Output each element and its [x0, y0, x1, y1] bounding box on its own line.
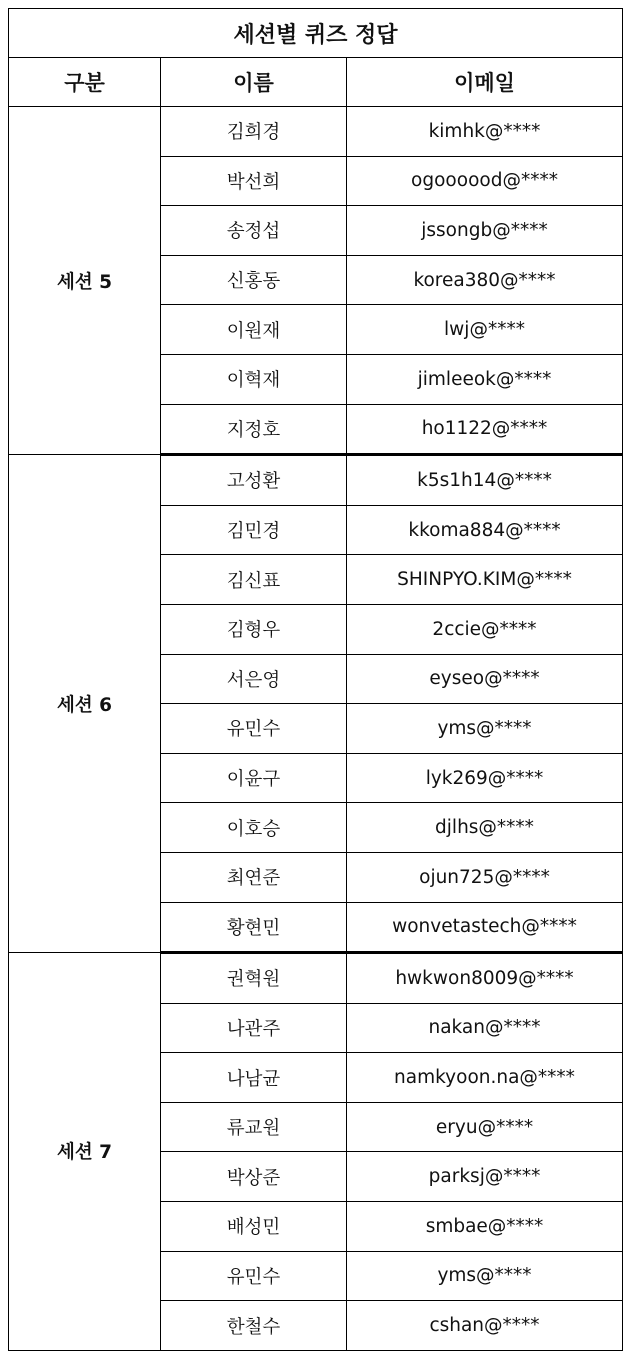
participant-email: eyseo@****: [347, 654, 623, 704]
participant-name: 김민경: [161, 505, 347, 555]
participant-email: nakan@****: [347, 1003, 623, 1053]
participant-email: SHINPYO.KIM@****: [347, 555, 623, 605]
participant-name: 이혁재: [161, 354, 347, 404]
participant-name: 이원재: [161, 305, 347, 355]
table-body: [9, 107, 623, 1351]
participant-name: 권혁원: [161, 953, 347, 1004]
participant-email: smbae@****: [347, 1202, 623, 1252]
header-group: 구분: [9, 58, 161, 107]
participant-name: 나남균: [161, 1053, 347, 1103]
participant-email: yms@****: [347, 704, 623, 754]
participant-name: 유민수: [161, 1251, 347, 1301]
participant-email: cshan@****: [347, 1301, 623, 1351]
quiz-answer-table-container: [8, 8, 622, 1351]
header-email: 이메일: [347, 58, 623, 107]
participant-name: 김형우: [161, 604, 347, 654]
participant-email: kkoma884@****: [347, 505, 623, 555]
participant-name: 박상준: [161, 1152, 347, 1202]
participant-name: 신홍동: [161, 255, 347, 305]
participant-name: 배성민: [161, 1202, 347, 1252]
session-label: 세션 5: [9, 107, 161, 455]
participant-email: djlhs@****: [347, 803, 623, 853]
participant-email: kimhk@****: [347, 107, 623, 157]
participant-email: jimleeok@****: [347, 354, 623, 404]
participant-name: 박선희: [161, 156, 347, 206]
participant-name: 황현민: [161, 902, 347, 953]
participant-name: 김희경: [161, 107, 347, 157]
participant-email: ojun725@****: [347, 852, 623, 902]
participant-name: 서은영: [161, 654, 347, 704]
participant-name: 유민수: [161, 704, 347, 754]
participant-email: ho1122@****: [347, 404, 623, 455]
session-label: 세션 7: [9, 953, 161, 1351]
table-row: [9, 455, 623, 506]
participant-name: 김신표: [161, 555, 347, 605]
participant-name: 류교원: [161, 1102, 347, 1152]
participant-email: hwkwon8009@****: [347, 953, 623, 1004]
participant-name: 이호승: [161, 803, 347, 853]
table-title: 세션별 퀴즈 정답: [9, 9, 623, 58]
participant-name: 이윤구: [161, 753, 347, 803]
participant-email: yms@****: [347, 1251, 623, 1301]
table-row: [9, 107, 623, 157]
participant-email: namkyoon.na@****: [347, 1053, 623, 1103]
participant-email: parksj@****: [347, 1152, 623, 1202]
participant-name: 송정섭: [161, 206, 347, 256]
participant-email: korea380@****: [347, 255, 623, 305]
participant-name: 한철수: [161, 1301, 347, 1351]
participant-email: k5s1h14@****: [347, 455, 623, 506]
participant-name: 최연준: [161, 852, 347, 902]
participant-email: wonvetastech@****: [347, 902, 623, 953]
participant-email: eryu@****: [347, 1102, 623, 1152]
participant-name: 나관주: [161, 1003, 347, 1053]
participant-name: 지정호: [161, 404, 347, 455]
participant-email: 2ccie@****: [347, 604, 623, 654]
participant-email: lwj@****: [347, 305, 623, 355]
participant-name: 고성환: [161, 455, 347, 506]
participant-email: jssongb@****: [347, 206, 623, 256]
participant-email: ogoooood@****: [347, 156, 623, 206]
header-name: 이름: [161, 58, 347, 107]
table-row: [9, 953, 623, 1004]
session-label: 세션 6: [9, 455, 161, 953]
participant-email: lyk269@****: [347, 753, 623, 803]
quiz-answer-table: [8, 8, 623, 1351]
